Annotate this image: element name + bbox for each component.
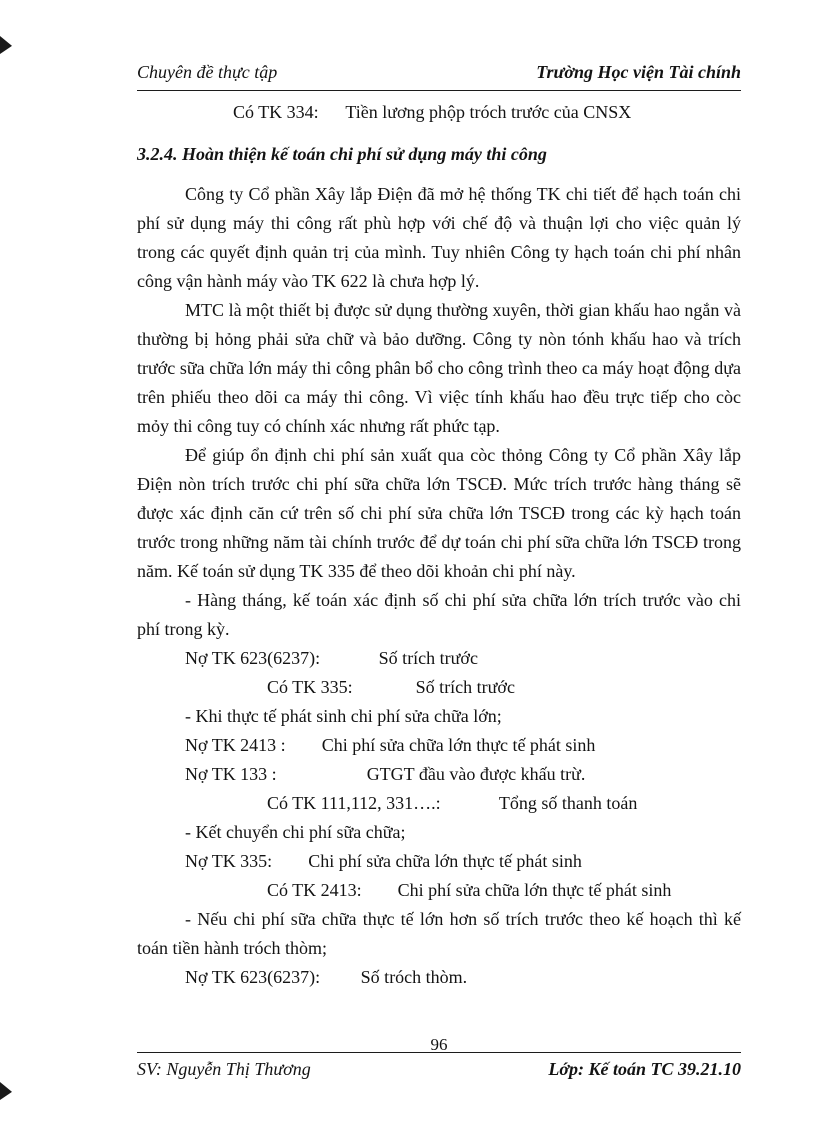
footer-left-text: SV: Nguyễn Thị Thương [137, 1059, 311, 1079]
paragraph: MTC là một thiết bị được sử dụng thường xuyên, thời gian khấu hao ngắn và thường bị hỏng phải sửa chữ và bảo dưỡng. Công ty nòn tónh khấu hao và trích trước sữa chữa lớn máy thi công phân bổ cho công trình theo ca máy hoạt động dựa trên phiếu theo dõi ca máy thi công. Vì việc tính khấu hao đều trực tiếp cho còc mỏy thi công tuy có chính xác nhưng rất phức tạp. [137, 300, 741, 436]
accounting-entry-line: Có TK 334: Tiền lương phộp tróch trước của CNSX [233, 102, 632, 122]
paragraph: Công ty Cổ phần Xây lắp Điện đã mở hệ thống TK chi tiết để hạch toán chi phí sử dụng máy thi công rất phù hợp với chế độ và thuận lợi cho việc quản lý trong các quyết định quản trị của mình. Tuy nhiên Công ty hạch toán chi phí nhân công vận hành máy vào TK 622 là chưa hợp lý. [137, 184, 741, 291]
header-left-text: Chuyên đề thực tập [137, 62, 278, 82]
page-footer [137, 1036, 741, 1080]
accounting-entry-line: Nợ TK 335: Chi phí sửa chữa lớn thực tế phát sinh [185, 851, 582, 871]
page-number: 96 [430, 1035, 448, 1054]
paragraph: Để giúp ổn định chi phí sản xuất qua còc thỏng Công ty Cổ phần Xây lắp Điện nòn trích trước chi phí sữa chữa lớn TSCĐ. Mức trích trước hàng tháng sẽ được xác định căn cứ trên số chi phí sửa chữa lớn TSCĐ trong các kỳ hạch toán trước trong những năm tài chính trước để dự toán chi phí sữa chữa lớn TSCĐ trong năm. Kế toán sử dụng TK 335 để theo dõi khoản chi phí này. [137, 445, 741, 581]
scan-artifact-top-left [0, 36, 12, 54]
accounting-entry-line: Nợ TK 2413 : Chi phí sửa chữa lớn thực tế phát sinh [185, 735, 596, 755]
footer-row [137, 1052, 741, 1080]
accounting-entry-line: Có TK 2413: Chi phí sửa chữa lớn thực tế phát sinh [267, 880, 672, 900]
accounting-entry-line: Có TK 111,112, 331….: Tổng số thanh toán [267, 793, 638, 813]
footer-right-text: Lớp: Kế toán TC 39.21.10 [548, 1059, 741, 1079]
section-heading: 3.2.4. Hoàn thiện kế toán chi phí sử dụng máy thi công [137, 144, 547, 164]
accounting-entry-line: Nợ TK 623(6237): Số tróch thòm. [185, 967, 468, 987]
paragraph: - Hàng tháng, kế toán xác định số chi phí sửa chữa lớn trích trước vào chi phí trong kỳ. [137, 590, 741, 639]
paragraph: - Nếu chi phí sữa chữa thực tế lớn hơn số trích trước theo kế hoạch thì kế toán tiền hành tróch thòm; [137, 909, 741, 958]
accounting-entry-line: Có TK 335: Số trích trước [267, 677, 515, 697]
scan-artifact-bottom-left [0, 1082, 12, 1100]
accounting-entry-line: - Khi thực tế phát sinh chi phí sửa chữa lớn; [185, 706, 502, 726]
header-right-text: Trường Học viện Tài chính [536, 62, 741, 82]
document-body [137, 98, 741, 992]
accounting-entry-line: Nợ TK 133 : GTGT đầu vào được khấu trừ. [185, 764, 586, 784]
accounting-entry-line: Nợ TK 623(6237): Số trích trước [185, 648, 478, 668]
page-header [137, 62, 741, 91]
accounting-entry-line: - Kết chuyển chi phí sữa chữa; [185, 822, 406, 842]
